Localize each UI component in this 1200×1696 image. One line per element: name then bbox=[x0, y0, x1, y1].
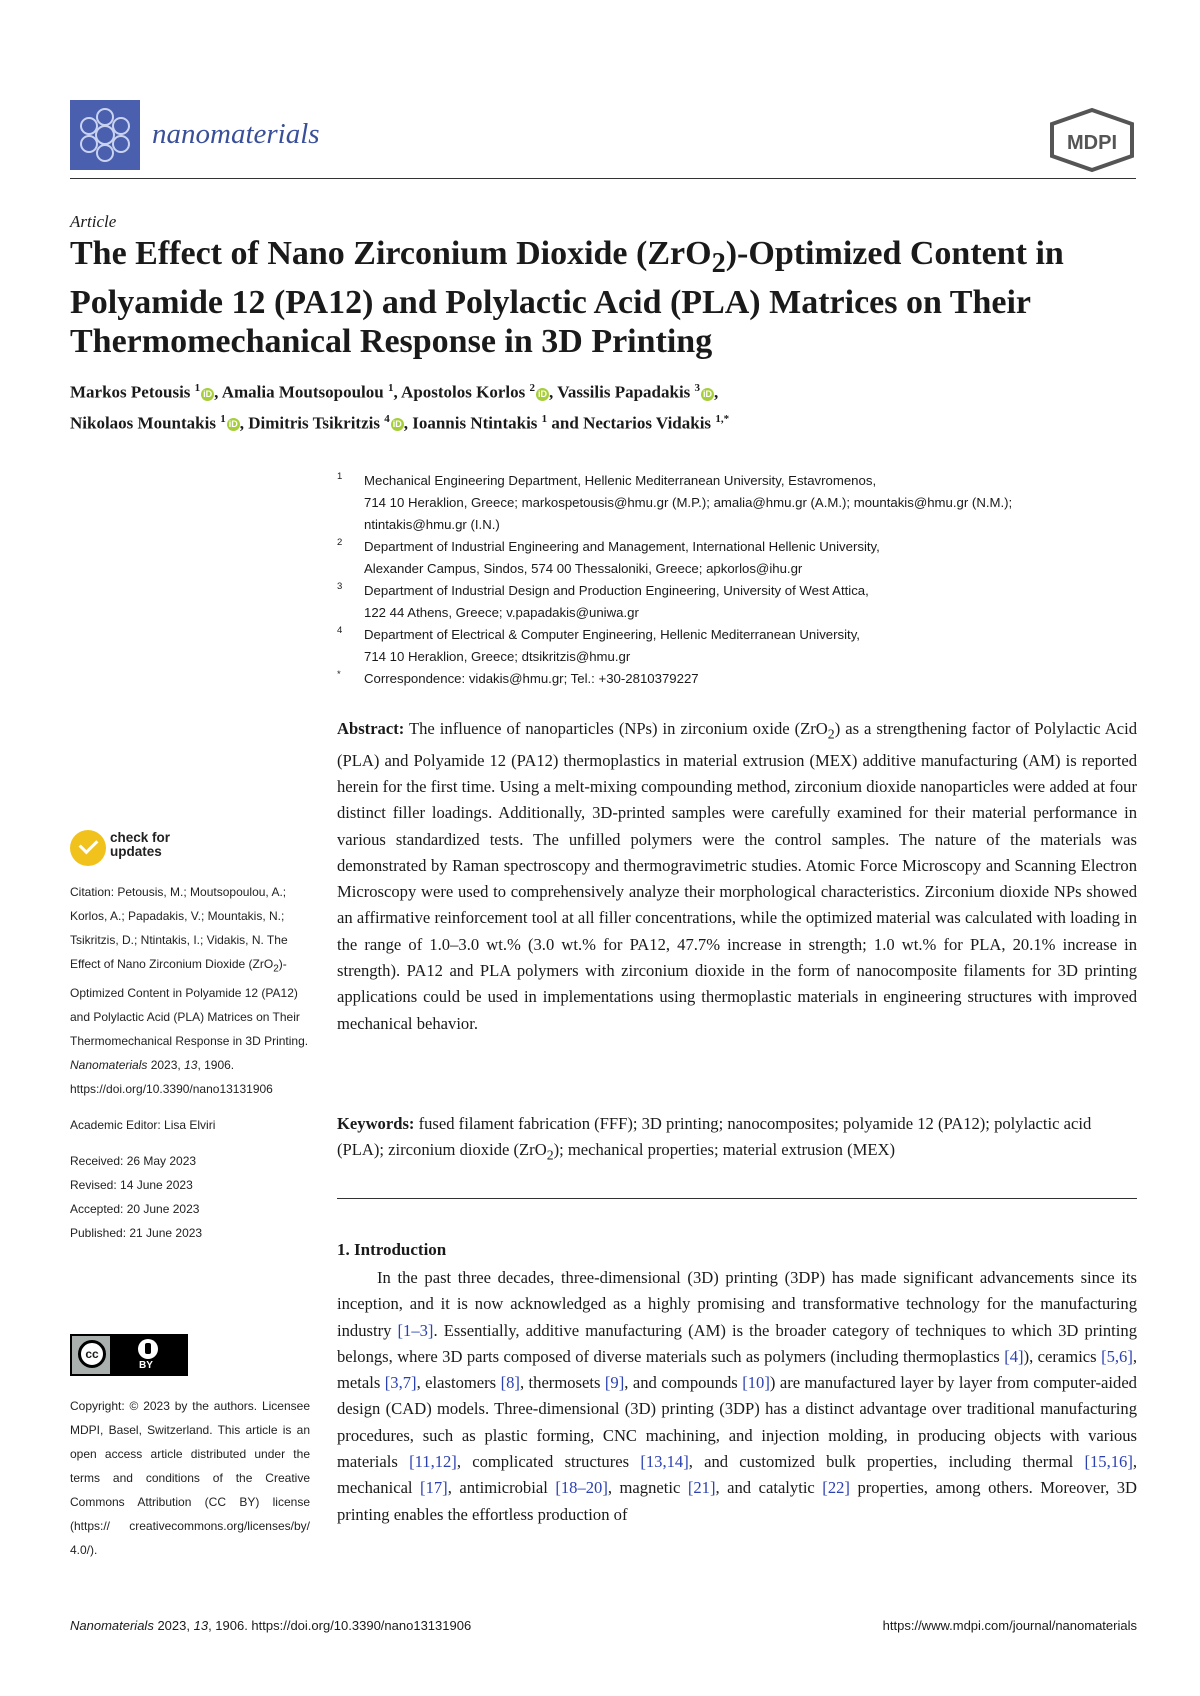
affiliation-mark: * bbox=[337, 669, 341, 680]
journal-name[interactable]: nanomaterials bbox=[152, 118, 320, 150]
keywords-label: Keywords: bbox=[337, 1114, 415, 1133]
affiliation-mark: 4 bbox=[337, 625, 343, 636]
author-affiliation-mark: 1 bbox=[220, 412, 226, 425]
citation-reference-link[interactable]: [4] bbox=[1004, 1346, 1024, 1366]
check-for-updates-button[interactable] bbox=[70, 830, 180, 870]
author-affiliation-mark: 1,* bbox=[715, 412, 730, 425]
author-name[interactable]: Nectarios Vidakis bbox=[583, 413, 712, 433]
article-title bbox=[70, 234, 1130, 361]
affiliation-line: ntintakis@hmu.gr (I.N.) bbox=[364, 517, 500, 532]
intro-text: In the past three decades, three-dimensional (3D) printing (3DP) has made significant advancements since its inception, and it is now acknowledged as a highly promising and transformative technology for the manufacturing industry bbox=[337, 1268, 1137, 1340]
affiliation-item bbox=[337, 580, 1137, 624]
author-affiliation-mark: 1 bbox=[387, 382, 394, 394]
affiliation-line: 714 10 Heraklion, Greece; dtsikritzis@hmu.gr bbox=[364, 649, 631, 664]
citation-text-3: 2023, bbox=[147, 1058, 185, 1073]
title-part1: The Effect of Nano Zirconium Dioxide (ZrO bbox=[70, 235, 712, 272]
introduction-paragraph bbox=[337, 1265, 1137, 1528]
citation-reference-link[interactable]: [21] bbox=[687, 1478, 716, 1498]
orcid-icon[interactable]: iD bbox=[703, 388, 713, 399]
keywords-text-1: fused filament fabrication (FFF); 3D printing; nanocomposites; polyamide 12 (PA12); polylactic acid (PLA); zirconium dioxide (ZrO bbox=[337, 1114, 1092, 1160]
abstract-text-2: ) as a strengthening factor of Polylactic Acid (PLA) and Polyamide 12 (PA12) thermoplastics in material extrusion (MEX) additive manufacturing (AM) is reported herein for the first time. Using a melt-mixing compounding method, zirconium dioxide nanoparticles were added at four distinct filler loadings. Additionally, 3D-printed samples were carefully examined for their material performance in various standardized tests. The unfilled polymers were the control samples. The nature of the materials was demonstrated by Raman spectroscopy and thermogravimetric studies. Atomic Force Microscopy and Scanning Electron Microscopy were used to comprehensively analyze their morphological characteristics. Zirconium dioxide NPs showed an affirmative reinforcement tool at all filler concentrations, while the optimized material was calculated with loading in the range of 1.0–3.0 wt.% (3.0 wt.% for PA12, 47.7% increase in strength; 1.0 wt.% for PLA, 20.1% increase in strength). PA12 and PLA polymers with zirconium dioxide in the form of nanocomposite filaments for 3D printing applications could be used in implementations using thermoplastic materials in engineering structures with improved mechanical behavior. bbox=[337, 719, 1137, 1033]
citation-reference-link[interactable]: [9] bbox=[604, 1373, 625, 1393]
affiliation-item bbox=[337, 624, 1137, 668]
copyright-notice: Copyright: © 2023 by the authors. Licensee MDPI, Basel, Switzerland. This article is an open access article distributed under the terms and conditions of the Creative Commons Attribution (CC BY) license (https:// creativecommons.org/licenses/by/ 4.0/). bbox=[70, 1399, 310, 1557]
intro-text: , magnetic bbox=[607, 1478, 688, 1498]
author-separator: , bbox=[239, 413, 249, 433]
citation-reference-link[interactable]: [11,12] bbox=[409, 1452, 457, 1472]
abstract-subscript: 2 bbox=[827, 726, 835, 742]
author-separator: , bbox=[393, 382, 402, 402]
article-info-sidebar bbox=[70, 880, 310, 1245]
intro-text: , and compounds bbox=[624, 1373, 743, 1393]
author-affiliation-mark: 1 bbox=[541, 412, 548, 425]
intro-text: , elastomers bbox=[416, 1373, 501, 1393]
academic-editor: Academic Editor: Lisa Elviri bbox=[70, 1118, 216, 1133]
author-name[interactable]: Ioannis Ntintakis bbox=[412, 413, 538, 433]
journal-logo-icon bbox=[70, 100, 140, 170]
date-received: Received: 26 May 2023 bbox=[70, 1154, 197, 1169]
affiliation-line: Department of Electrical & Computer Engineering, Hellenic Mediterranean University, bbox=[364, 627, 860, 642]
affiliations bbox=[337, 470, 1137, 690]
author-list bbox=[70, 375, 1130, 436]
citation-reference-link[interactable]: [17] bbox=[420, 1478, 448, 1498]
affiliation-line: Department of Industrial Engineering and Management, International Hellenic University, bbox=[364, 539, 880, 554]
article-type: Article bbox=[70, 212, 117, 231]
author-separator: , bbox=[714, 382, 719, 402]
author-separator: , bbox=[214, 382, 222, 402]
author-separator: , bbox=[403, 413, 413, 433]
author-separator: , bbox=[549, 382, 558, 402]
orcid-icon[interactable]: iD bbox=[203, 388, 213, 399]
citation-reference-link[interactable]: [8] bbox=[500, 1373, 520, 1393]
affiliation-line: Correspondence: vidakis@hmu.gr; Tel.: +30-2810379227 bbox=[364, 671, 699, 686]
citation-text-1: Citation: Petousis, M.; Moutsopoulou, A.; Korlos, A.; Papadakis, V.; Mountakis, N.; Tsikritzis, D.; Ntintakis, I.; Vidakis, N. The Effect of Nano Zirconium Dioxide (ZrO bbox=[70, 885, 288, 971]
citation-journal: Nanomaterials bbox=[70, 1058, 148, 1073]
title-part2: )-Optimized Content in Polyamide 12 (PA12) and Polylactic Acid (PLA) Matrices on Their Thermomechanical Response in 3D Printing bbox=[70, 235, 1064, 360]
publisher-logo-text: MDPI bbox=[1067, 132, 1117, 154]
affiliation-line: Alexander Campus, Sindos, 574 00 Thessaloniki, Greece; apkorlos@ihu.gr bbox=[364, 561, 803, 576]
footer-year: 2023, bbox=[153, 1618, 194, 1633]
orcid-icon[interactable]: iD bbox=[538, 388, 548, 399]
author-name[interactable]: Amalia Moutsopoulou bbox=[221, 382, 384, 402]
author-name[interactable]: Dimitris Tsikritzis bbox=[248, 413, 380, 433]
citation-reference-link[interactable]: [15,16] bbox=[1084, 1452, 1133, 1472]
cc-icon: cc bbox=[78, 1340, 106, 1368]
intro-text: ) are manufactured layer by layer from computer-aided design (CAD) models. Three-dimensional (3D) printing (3DP) has a distinct advantage over traditional manufacturing procedures, such as plastic forming, CNC machining, and injection molding, in producing objects with various materials bbox=[337, 1373, 1137, 1472]
affiliation-mark: 1 bbox=[337, 471, 343, 482]
citation-reference-link[interactable]: [5,6] bbox=[1101, 1346, 1133, 1366]
footer-journal-url[interactable]: https://www.mdpi.com/journal/nanomaterials bbox=[882, 1618, 1137, 1633]
intro-text: . Essentially, additive manufacturing (AM) is the broader category of techniques to which 3D printing belongs, where 3D parts composed of diverse materials such as polymers (including thermoplastics bbox=[337, 1320, 1137, 1366]
footer-citation bbox=[70, 1618, 471, 1633]
affiliation-item bbox=[337, 668, 1137, 690]
citation-reference-link[interactable]: [10] bbox=[742, 1373, 770, 1393]
citation-reference-link[interactable]: [18–20] bbox=[555, 1478, 608, 1498]
citation bbox=[70, 880, 310, 1101]
citation-doi[interactable]: , 1906. https://doi.org/10.3390/nano13131906 bbox=[70, 1058, 273, 1097]
keywords-text-2: ); mechanical properties; material extrusion (MEX) bbox=[553, 1140, 896, 1160]
affiliation-line: Mechanical Engineering Department, Hellenic Mediterranean University, Estavromenos, bbox=[364, 473, 877, 488]
affiliation-mark: 2 bbox=[337, 537, 343, 548]
citation-reference-link[interactable]: [3,7] bbox=[384, 1373, 417, 1393]
abstract-text-1: The influence of nanoparticles (NPs) in zirconium oxide (ZrO bbox=[404, 719, 828, 738]
date-revised: Revised: 14 June 2023 bbox=[70, 1178, 193, 1193]
orcid-icon[interactable]: iD bbox=[228, 419, 238, 430]
affiliation-line: 122 44 Athens, Greece; v.papadakis@uniwa.gr bbox=[364, 605, 639, 620]
cc-by-license-badge[interactable] bbox=[70, 1334, 188, 1376]
by-label: BY bbox=[139, 1360, 153, 1371]
citation-text-2: )-Optimized Content in Polyamide 12 (PA12) and Polylactic Acid (PLA) Matrices on Their Thermomechanical Response in 3D Printing. bbox=[70, 957, 309, 1049]
author-affiliation-mark: 1 bbox=[194, 382, 201, 394]
citation-volume: 13 bbox=[184, 1058, 198, 1073]
affiliation-item bbox=[337, 536, 1137, 580]
keywords bbox=[337, 1111, 1137, 1169]
title-subscript: 2 bbox=[711, 247, 726, 279]
attribution-person-icon bbox=[138, 1339, 158, 1359]
abstract bbox=[337, 716, 1137, 1037]
citation-reference-link[interactable]: [1–3] bbox=[397, 1320, 434, 1340]
keywords-subscript: 2 bbox=[546, 1147, 554, 1163]
mdpi-logo-icon[interactable] bbox=[1048, 108, 1136, 172]
abstract-label: Abstract: bbox=[337, 719, 405, 738]
intro-text: , complicated structures bbox=[456, 1452, 641, 1472]
header-divider bbox=[70, 178, 1136, 179]
intro-text: , and customized bulk properties, including thermal bbox=[688, 1452, 1085, 1472]
section-heading-introduction: 1. Introduction bbox=[337, 1240, 447, 1259]
author-name[interactable]: Apostolos Korlos bbox=[401, 382, 526, 402]
author-name[interactable]: Markos Petousis bbox=[70, 382, 191, 402]
date-published: Published: 21 June 2023 bbox=[70, 1226, 203, 1241]
affiliation-line: 714 10 Heraklion, Greece; markospetousis@hmu.gr (M.P.); amalia@hmu.gr (A.M.); mountakis@hmu.gr (N.M.); bbox=[364, 495, 1013, 510]
citation-subscript: 2 bbox=[273, 963, 279, 975]
intro-text: , metals bbox=[337, 1346, 1138, 1393]
citation-reference-link[interactable]: [13,14] bbox=[640, 1452, 689, 1472]
publication-dates bbox=[70, 1149, 310, 1245]
orcid-icon[interactable]: iD bbox=[392, 419, 402, 430]
abstract-divider bbox=[337, 1198, 1137, 1199]
author-affiliation-mark: 2 bbox=[529, 382, 536, 394]
footer-doi-link[interactable]: , 1906. https://doi.org/10.3390/nano13131906 bbox=[208, 1618, 472, 1633]
citation-reference-link[interactable]: [22] bbox=[822, 1478, 850, 1498]
affiliation-mark: 3 bbox=[337, 581, 343, 592]
author-name[interactable]: Vassilis Papadakis bbox=[557, 382, 691, 402]
date-accepted: Accepted: 20 June 2023 bbox=[70, 1202, 200, 1217]
footer-journal: Nanomaterials bbox=[70, 1618, 154, 1633]
intro-text: , thermosets bbox=[519, 1373, 605, 1393]
check-updates-line1: check for bbox=[110, 830, 171, 845]
affiliation-item bbox=[337, 470, 1137, 536]
affiliation-line: Department of Industrial Design and Production Engineering, University of West Attica, bbox=[364, 583, 869, 598]
author-separator: and bbox=[547, 413, 584, 433]
intro-text: , mechanical bbox=[337, 1452, 1137, 1498]
intro-text: properties, among others. Moreover, 3D printing enables the effortless production of bbox=[337, 1478, 1137, 1524]
author-affiliation-mark: 3 bbox=[694, 382, 701, 394]
check-icon bbox=[70, 830, 106, 866]
intro-text: ), ceramics bbox=[1023, 1346, 1102, 1366]
intro-text: , antimicrobial bbox=[447, 1478, 556, 1498]
check-updates-line2: updates bbox=[110, 844, 162, 859]
author-affiliation-mark: 4 bbox=[384, 412, 390, 425]
intro-text: , and catalytic bbox=[715, 1478, 823, 1498]
author-name[interactable]: Nikolaos Mountakis bbox=[70, 413, 216, 433]
footer-volume: 13 bbox=[193, 1618, 209, 1633]
